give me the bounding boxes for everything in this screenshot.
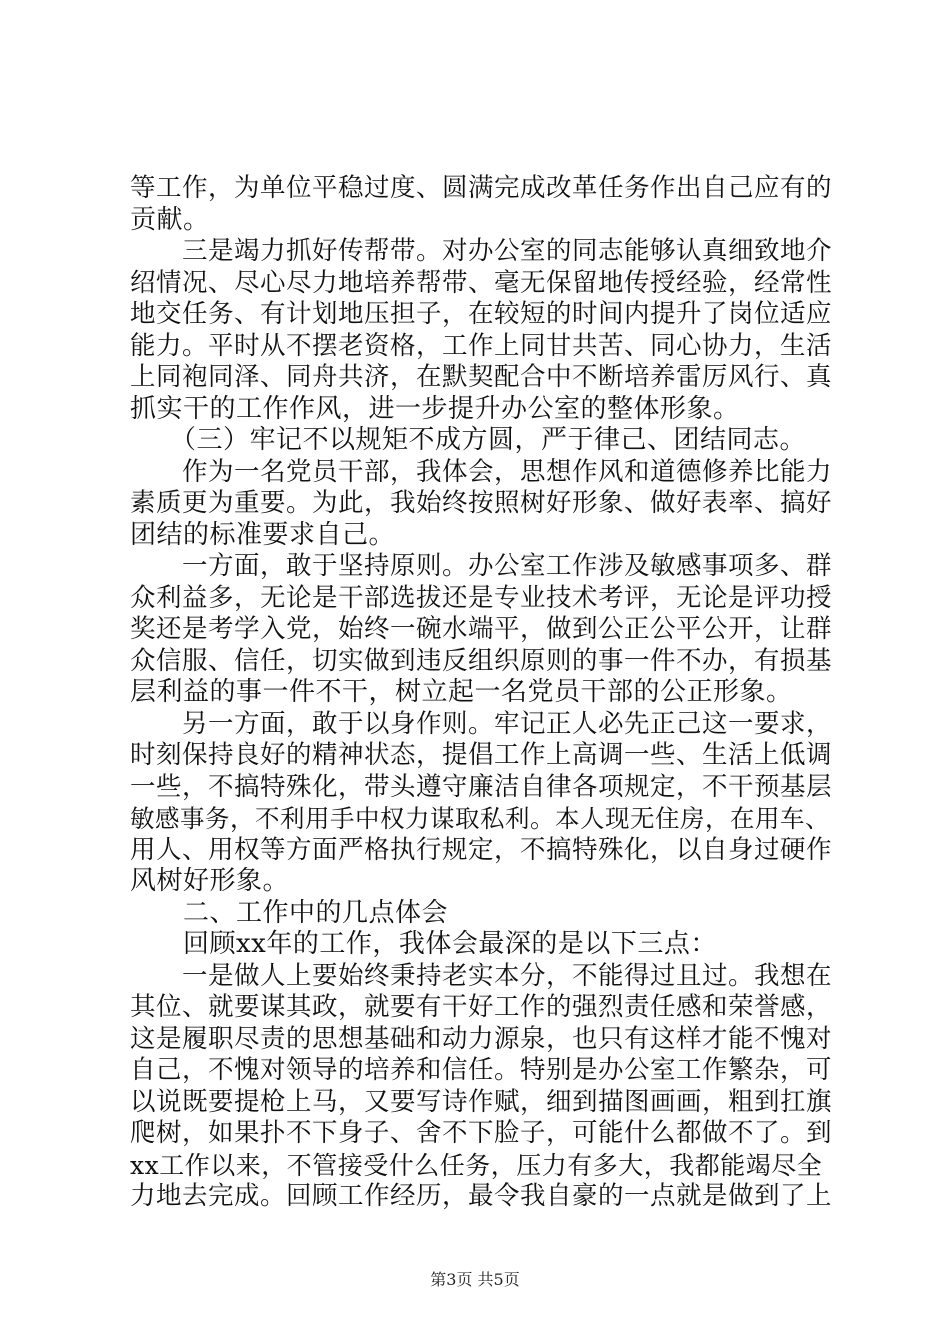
text-line: 地交任务、有计划地压担子，在较短的时间内提升了岗位适应 xyxy=(130,299,832,329)
text-line: 贡献。 xyxy=(130,204,210,235)
text-line: 力地去完成。回顾工作经历，最令我自豪的一点就是做到了上 xyxy=(130,1181,832,1211)
text-line: 一方面，敢于坚持原则。办公室工作涉及敏感事项多、群 xyxy=(130,551,832,581)
text-line: 时刻保持良好的精神状态，提倡工作上高调一些、生活上低调 xyxy=(130,740,832,770)
text-line: 层利益的事一件不干，树立起一名党员干部的公正形象。 xyxy=(130,677,793,707)
text-line: 三是竭力抓好传帮带。对办公室的同志能够认真细致地介 xyxy=(130,236,832,266)
text-line: 回顾xx年的工作，我体会最深的是以下三点： xyxy=(130,929,717,959)
text-line: 作为一名党员干部，我体会，思想作风和道德修养比能力 xyxy=(130,456,832,487)
text-line: 二、工作中的几点体会 xyxy=(130,897,449,928)
document-body xyxy=(130,173,832,1213)
page-footer: 第3页 共5页 xyxy=(430,1270,520,1289)
text-line: 众信服、信任，切实做到违反组织原则的事一件不办，有损基 xyxy=(130,645,832,676)
text-line: 等工作，为单位平稳过度、圆满完成改革任务作出自己应有的 xyxy=(130,173,832,203)
text-line: 以说既要提枪上马，又要写诗作赋，细到描图画画，粗到扛旗 xyxy=(130,1086,832,1117)
text-line: 上同袍同泽、同舟共济，在默契配合中不断培养雷厉风行、真 xyxy=(130,362,832,392)
text-line: 一些，不搞特殊化，带头遵守廉洁自律各项规定，不干预基层 xyxy=(130,771,832,802)
text-line: 另一方面，敢于以身作则。牢记正人必先正己这一要求， xyxy=(130,708,832,739)
text-line: 抓实干的工作作风，进一步提升办公室的整体形象。 xyxy=(130,393,740,424)
text-line: 爬树，如果扑不下身子、舍不下脸子，可能什么都做不了。到 xyxy=(130,1118,832,1148)
text-line: xx工作以来，不管接受什么任务，压力有多大，我都能竭尽全 xyxy=(130,1150,823,1180)
text-line: 奖还是考学入党，始终一碗水端平，做到公正公平公开，让群 xyxy=(130,614,832,644)
text-line: （三）牢记不以规矩不成方圆，严于律己、团结同志。 xyxy=(130,425,807,455)
text-line: 自己，不愧对领导的培养和信任。特别是办公室工作繁杂，可 xyxy=(130,1055,832,1085)
text-line: 一是做人上要始终秉持老实本分，不能得过且过。我想在 xyxy=(130,960,832,991)
text-line: 用人、用权等方面严格执行规定，不搞特殊化，以自身过硬作 xyxy=(130,834,832,865)
text-line: 其位、就要谋其政，就要有干好工作的强烈责任感和荣誉感， xyxy=(130,992,832,1022)
text-line: 绍情况、尽心尽力地培养帮带、毫无保留地传授经验，经常性 xyxy=(130,267,832,298)
text-line: 能力。平时从不摆老资格，工作上同甘共苦、同心协力，生活 xyxy=(130,330,832,361)
text-line: 众利益多，无论是干部选拔还是专业技术考评，无论是评功授 xyxy=(130,582,832,613)
text-line: 团结的标准要求自己。 xyxy=(130,519,396,550)
text-line: 素质更为重要。为此，我始终按照树好形象、做好表率、搞好 xyxy=(130,488,832,518)
text-line: 风树好形象。 xyxy=(130,866,290,896)
text-line: 这是履职尽责的思想基础和动力源泉，也只有这样才能不愧对 xyxy=(130,1023,832,1054)
text-line: 敏感事务，不利用手中权力谋取私利。本人现无住房，在用车、 xyxy=(130,804,830,833)
